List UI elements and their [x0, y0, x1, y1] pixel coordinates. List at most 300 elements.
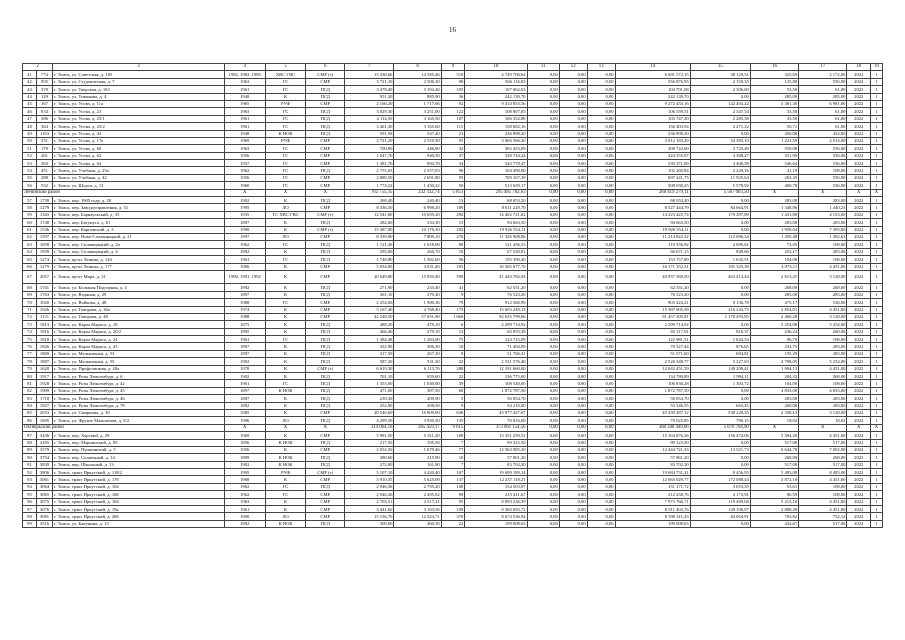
table-cell: 0,00 — [527, 454, 559, 461]
table-cell: 1997 — [224, 233, 265, 240]
table-cell: 268,40 — [345, 197, 394, 204]
table-cell: 2 271,22 — [690, 123, 750, 130]
table-cell: 1928 — [36, 380, 52, 387]
address-cell: г. Томск, ул. Мельничная, д. 55 — [53, 358, 225, 365]
table-cell: 1 — [871, 263, 883, 270]
table-cell: ПСД — [306, 343, 345, 350]
table-cell: 6 619,30 — [345, 365, 394, 372]
table-cell: 5 394,20 — [750, 432, 798, 439]
table-cell: 5 483,00 — [750, 469, 798, 476]
table-cell: 709 167,39 — [465, 174, 527, 181]
table-cell: 267,30 — [394, 350, 441, 357]
table-cell: 16 171 352,31 — [615, 263, 690, 270]
table-cell: 1 — [871, 343, 883, 350]
table-cell: 0,00 — [527, 100, 559, 107]
table-cell: 95 — [441, 137, 465, 144]
table-cell: 1 — [871, 197, 883, 204]
table-cell: 217,50 — [345, 439, 394, 446]
row-number-cell: 72 — [23, 313, 37, 320]
table-cell: 1739 — [36, 197, 52, 204]
table-cell: 0,00 — [559, 189, 587, 196]
table-cell: X — [847, 424, 871, 431]
table-cell: 1 — [871, 137, 883, 144]
row-number-cell: 73 — [23, 321, 37, 328]
table-cell: 0,00 — [559, 498, 587, 505]
column-number: 9 — [441, 64, 465, 71]
table-cell: 54 383,10 — [690, 137, 750, 144]
table-cell: 460,30 — [394, 520, 441, 527]
address-cell: г. Томск, ул. Розы Люксембург, д. 6 — [53, 373, 225, 380]
table-cell: 0,00 — [587, 197, 615, 204]
address-cell: г. Томск, ул. Карла Маркса, д. 20/2 — [53, 328, 225, 335]
table-cell: 2 506,30 — [394, 78, 441, 85]
table-cell: 336,00 — [799, 152, 847, 159]
table-cell: 4 451,00 — [799, 506, 847, 513]
table-cell: 12 237 118,21 — [465, 476, 527, 483]
table-cell: 2022 — [847, 226, 871, 233]
table-cell: К — [265, 284, 306, 291]
table-cell: 1 900,36 — [394, 299, 441, 306]
table-cell: 1899 — [224, 454, 265, 461]
table-cell: 2022 — [847, 506, 871, 513]
table-cell: 104,00 — [750, 256, 798, 263]
table-cell: 1813 — [36, 321, 52, 328]
table-cell: 370 — [36, 86, 52, 93]
address-cell: г. Томск, ул. Усова, д. 62 — [53, 152, 225, 159]
table-cell: 179 297,89 — [690, 211, 750, 218]
table-cell: 65 117,01 — [615, 328, 690, 335]
table-cell: СМР — [306, 506, 345, 513]
table-cell: 99 — [441, 491, 465, 498]
table-cell: 556,00 — [799, 78, 847, 85]
table-cell: К — [265, 328, 306, 335]
table-cell: 2022 — [847, 71, 871, 78]
table-cell: РУФ — [265, 469, 306, 476]
table-cell: 1 994,13 — [750, 365, 798, 372]
table-cell: 0,00 — [690, 395, 750, 402]
table-cell: 0,00 — [527, 343, 559, 350]
table-cell: 361,10 — [345, 291, 394, 298]
table-cell: ПСД — [306, 241, 345, 248]
table-cell: 1939 — [36, 248, 52, 255]
table-row — [23, 78, 883, 85]
table-cell: 334,30 — [394, 219, 441, 226]
table-cell: 1 — [871, 284, 883, 291]
table-cell: 1 — [871, 454, 883, 461]
row-number-cell: 71 — [23, 306, 37, 313]
table-cell: 1895 — [224, 328, 265, 335]
table-cell: 2022 — [847, 219, 871, 226]
table-cell: 0,00 — [690, 439, 750, 446]
table-cell: 0,00 — [587, 78, 615, 85]
table-cell: 0,00 — [559, 469, 587, 476]
table-row — [23, 365, 883, 372]
table-cell: 1956 — [224, 446, 265, 453]
table-cell: 0,00 — [587, 313, 615, 320]
column-number: 4 — [224, 64, 265, 71]
table-cell: 2 254,06 — [345, 299, 394, 306]
table-cell: 3 165,50 — [394, 115, 441, 122]
table-cell: ГС — [265, 145, 306, 152]
address-cell: г. Томск, ул. Усова, д. 17а — [53, 137, 225, 144]
table-cell: 300,00 — [345, 520, 394, 527]
address-cell: г. Томск, тракт Иркутский, д. 164 — [53, 483, 225, 490]
table-cell: 1990 — [224, 226, 265, 233]
table-cell: 0,00 — [587, 321, 615, 328]
table-row — [23, 402, 883, 409]
column-number: 12 — [559, 64, 587, 71]
table-cell: 265 459,17 — [394, 424, 441, 431]
table-cell: 1 582,60 — [394, 256, 441, 263]
table-row — [23, 167, 883, 174]
table-cell: 3 128,00 — [799, 313, 847, 320]
table-cell: 0,00 — [559, 78, 587, 85]
address-cell: г. Томск, ул. Карла Маркса, д. 18 — [53, 321, 225, 328]
column-number: 18 — [847, 64, 871, 71]
table-cell: 536,00 — [799, 182, 847, 189]
table-cell: 2 531 576,40 — [465, 358, 527, 365]
table-cell: 0,00 — [559, 130, 587, 137]
row-number-cell: 78 — [23, 358, 37, 365]
address-cell: г. Томск, ул. Фрунзе Мамонтова, д. 8/2 — [53, 417, 225, 424]
table-cell: 599 — [441, 270, 465, 283]
table-cell: 3075 — [36, 498, 52, 505]
table-cell: 4 833,00 — [750, 387, 798, 394]
table-cell: 20 649,80 — [345, 270, 394, 283]
table-cell: ЛО — [265, 513, 306, 520]
table-cell: 0,00 — [587, 152, 615, 159]
table-cell: 108,00 — [799, 483, 847, 490]
table-cell: 1 — [871, 211, 883, 218]
table-row — [23, 461, 883, 468]
table-cell: 99 323,50 — [615, 439, 690, 446]
table-cell: 298 722,60 — [615, 145, 690, 152]
table-cell: ПСД — [306, 358, 345, 365]
table-cell: ЛО — [265, 417, 306, 424]
table-cell: 1897 — [224, 343, 265, 350]
table-cell: 1965 — [224, 100, 265, 107]
row-number-cell: 86 — [23, 417, 37, 424]
table-cell: 268,00 — [799, 284, 847, 291]
table-cell: К — [265, 313, 306, 320]
table-cell: 697 241,75 — [615, 174, 690, 181]
table-cell: 175 — [441, 306, 465, 313]
table-cell: 0,00 — [587, 476, 615, 483]
table-cell: 2022 — [847, 395, 871, 402]
table-cell: 1957 — [224, 160, 265, 167]
table-cell: 1892 — [224, 402, 265, 409]
table-cell: 0,00 — [690, 284, 750, 291]
table-cell: 1887 — [36, 358, 52, 365]
table-cell: 0,00 — [587, 358, 615, 365]
table-cell: 9 360 693,72 — [465, 506, 527, 513]
table-cell: 2022 — [847, 373, 871, 380]
table-cell: 236 898,20 — [615, 130, 690, 137]
table-cell: 91 457 305,81 — [615, 313, 690, 320]
table-cell: 104 701,08 — [615, 86, 690, 93]
address-cell: г. Томск, ул. Говорова, д. 36а — [53, 306, 225, 313]
table-cell: 33,50 — [750, 115, 798, 122]
table-cell: 1 — [871, 241, 883, 248]
table-cell: 2 613,25 — [750, 270, 798, 283]
table-cell: 36 — [441, 93, 465, 100]
table-cell: 0,00 — [559, 284, 587, 291]
table-cell: 41 — [441, 284, 465, 291]
table-cell: 8 483,00 — [799, 469, 847, 476]
row-number-cell: 60 — [23, 219, 37, 226]
table-cell: 2 517,21 — [394, 498, 441, 505]
table-cell: 16 565 677,70 — [465, 263, 527, 270]
table-cell: 45 439 287,12 — [615, 409, 690, 416]
table-cell: 518 — [441, 71, 465, 78]
table-cell: 2022 — [847, 483, 871, 490]
table-cell: К — [265, 350, 306, 357]
table-cell: 94 663,50 — [465, 219, 527, 226]
table-cell: 288 419 279,11 — [615, 189, 690, 196]
table-cell: ГС — [265, 123, 306, 130]
row-number-cell: 93 — [23, 476, 37, 483]
table-cell: К — [265, 373, 306, 380]
table-cell: 195,50 — [394, 439, 441, 446]
row-number-cell: 94 — [23, 483, 37, 490]
table-row — [23, 197, 883, 204]
table-row — [23, 299, 883, 306]
table-row — [23, 483, 883, 490]
table-row — [23, 373, 883, 380]
table-cell: 62 551,20 — [465, 284, 527, 291]
table-cell: 191 325,39 — [690, 263, 750, 270]
table-cell: 149 196,97 — [690, 506, 750, 513]
table-cell: СМР — [306, 498, 345, 505]
table-cell: 0,00 — [527, 483, 559, 490]
table-cell: 42 248,50 — [345, 313, 394, 320]
table-cell: 8 — [441, 350, 465, 357]
table-cell: ПСД — [306, 167, 345, 174]
table-cell: СМР — [306, 299, 345, 306]
row-number-cell: 50 — [23, 137, 37, 144]
table-cell: 3839 — [36, 461, 52, 468]
table-row — [23, 454, 883, 461]
address-cell: г. Томск, тракт Иркутский, д. 206 — [53, 513, 225, 520]
table-cell: 306,30 — [394, 343, 441, 350]
table-cell: ПСД — [306, 483, 345, 490]
table-cell: 233,75 — [750, 343, 798, 350]
table-cell: 0,00 — [587, 145, 615, 152]
table-cell: 0,00 — [527, 365, 559, 372]
table-cell: 2022 — [847, 100, 871, 107]
table-cell: 54 210,00 — [465, 402, 527, 409]
row-number-cell: 46 — [23, 108, 37, 115]
table-cell: 2022 — [847, 204, 871, 211]
table-cell: 2022 — [847, 233, 871, 240]
table-cell: 0,00 — [559, 299, 587, 306]
table-cell: 700,90 — [345, 145, 394, 152]
table-cell: К — [265, 321, 306, 328]
table-cell: 3 012 183,20 — [615, 137, 690, 144]
table-cell: 2 299 714,92 — [465, 321, 527, 328]
address-cell: г. Томск, ул. Шорса, д. 13 — [53, 182, 225, 189]
address-cell: г. Томск, ул. Профсоюзная, д. 20а — [53, 365, 225, 372]
table-cell: К — [265, 446, 306, 453]
table-cell: 1 — [871, 491, 883, 498]
table-cell: 0,00 — [587, 108, 615, 115]
table-cell: 1 — [871, 219, 883, 226]
table-cell: 834 — [36, 108, 52, 115]
table-cell: ПСД — [306, 130, 345, 137]
table-cell: ГС — [265, 174, 306, 181]
table-cell: 1962 — [224, 491, 265, 498]
table-cell: К — [265, 498, 306, 505]
table-cell: 1897 — [224, 350, 265, 357]
row-number-cell: 88 — [23, 439, 37, 446]
column-number-row — [23, 64, 883, 71]
table-cell: 513 659,17 — [465, 182, 527, 189]
table-cell: 0,00 — [587, 343, 615, 350]
table-cell: СМР — [306, 491, 345, 498]
table-row — [23, 469, 883, 476]
address-cell: г. Томск, пер. Марпинский, д. 85 — [53, 439, 225, 446]
table-cell: 8 093 236,39 — [465, 498, 527, 505]
table-cell: 2 721,20 — [345, 137, 394, 144]
table-row — [23, 476, 883, 483]
table-cell: 1990, 1991, 1992 — [224, 270, 265, 283]
table-cell: 2 460,28 — [750, 313, 798, 320]
table-cell: 3 251,00 — [394, 108, 441, 115]
table-cell: 0,00 — [527, 350, 559, 357]
table-row — [23, 115, 883, 122]
table-cell: 124 715,09 — [465, 336, 527, 343]
table-cell: 3061 — [36, 476, 52, 483]
table-cell: 0,00 — [559, 424, 587, 431]
table-cell: СМР — [306, 233, 345, 240]
table-cell: 0,00 — [527, 160, 559, 167]
table-cell: 8 911 403,76 — [615, 506, 690, 513]
table-cell: СМР — [306, 446, 345, 453]
table-cell: 0,00 — [527, 108, 559, 115]
table-cell: 3064 — [36, 483, 52, 490]
table-cell: 2022 — [847, 115, 871, 122]
table-row — [23, 108, 883, 115]
table-cell: 1 — [871, 373, 883, 380]
table-row — [23, 270, 883, 283]
table-cell: 121 456,53 — [465, 241, 527, 248]
table-cell: 1927 — [36, 402, 52, 409]
table-cell: 108,00 — [799, 491, 847, 498]
table-cell: 1 — [871, 439, 883, 446]
table-cell: 2 888,28 — [750, 506, 798, 513]
table-cell: ПСД — [306, 115, 345, 122]
table-cell: 3 173,91 — [690, 491, 750, 498]
table-cell: 2 946,36 — [345, 483, 394, 490]
repair-register-table — [22, 63, 883, 528]
table-cell: 2 854,01 — [750, 306, 798, 313]
table-cell: 0,00 — [690, 197, 750, 204]
table-cell: 0,00 — [690, 291, 750, 298]
table-cell: 1995 — [224, 469, 265, 476]
table-cell: 108,00 — [799, 167, 847, 174]
table-cell: 331,90 — [750, 152, 798, 159]
table-cell: 1960 — [224, 182, 265, 189]
row-number-cell: 77 — [23, 350, 37, 357]
address-cell: г. Томск, пр-кт Ленина, д. 177 — [53, 263, 225, 270]
table-cell: 1995 — [224, 204, 265, 211]
table-cell: 2022 — [847, 491, 871, 498]
table-cell: 94 663,50 — [615, 219, 690, 226]
column-number: 10 — [465, 64, 527, 71]
table-cell: 1 — [871, 167, 883, 174]
table-cell: 172 088,44 — [690, 476, 750, 483]
table-cell: 1869 — [36, 350, 52, 357]
table-cell: 0,00 — [587, 100, 615, 107]
table-cell: 1988 — [224, 313, 265, 320]
table-cell: 53,50 — [750, 86, 798, 93]
table-cell: 15 164 876,26 — [615, 432, 690, 439]
table-cell: 703,82 — [750, 513, 798, 520]
table-cell: 105 — [441, 86, 465, 93]
table-cell: 2022 — [847, 439, 871, 446]
table-cell: 0,00 — [690, 454, 750, 461]
table-cell: 282,60 — [345, 219, 394, 226]
row-number-cell: 54 — [23, 167, 37, 174]
table-cell: 1 — [871, 108, 883, 115]
table-cell: 547,40 — [394, 130, 441, 137]
table-cell: 517,00 — [750, 461, 798, 468]
address-cell: г. Томск, пер. Харский, д. 29 — [53, 432, 225, 439]
table-cell: 1961 — [224, 256, 265, 263]
table-cell: РУФ — [265, 137, 306, 144]
table-cell: 912 560,99 — [465, 299, 527, 306]
table-cell: 556,00 — [799, 174, 847, 181]
table-cell: 0,00 — [587, 513, 615, 520]
table-cell: 3081 — [36, 513, 52, 520]
row-number-cell: 98 — [23, 513, 37, 520]
table-cell: 1 632,51 — [690, 256, 750, 263]
table-cell: 1 431,80 — [750, 211, 798, 218]
table-cell: 2022 — [847, 123, 871, 130]
table-row — [23, 446, 883, 453]
table-cell: 2 795,20 — [394, 483, 441, 490]
table-cell: 1 — [871, 174, 883, 181]
table-cell: 73,05 — [750, 241, 798, 248]
table-cell: СМР — [306, 152, 345, 159]
table-cell: 0,00 — [559, 93, 587, 100]
table-cell: 1 — [871, 476, 883, 483]
address-cell: г. Томск, тракт Иркутский, д. 184 — [53, 498, 225, 505]
table-cell: 0,00 — [587, 328, 615, 335]
table-cell: 0,00 — [527, 145, 559, 152]
table-cell: 1 — [871, 71, 883, 78]
row-number-cell: 79 — [23, 365, 37, 372]
table-cell: 1 040,00 — [394, 380, 441, 387]
table-cell: 2 166,20 — [345, 100, 394, 107]
table-cell: 1 — [871, 350, 883, 357]
table-cell: 0,00 — [527, 182, 559, 189]
table-cell: 1 348,86 — [750, 204, 798, 211]
table-cell: 0,00 — [587, 123, 615, 130]
table-cell: ПСД — [306, 350, 345, 357]
table-cell: 386 — [36, 115, 52, 122]
table-cell: 380,60 — [345, 454, 394, 461]
table-cell: 0,00 — [587, 263, 615, 270]
table-cell: 0,00 — [559, 432, 587, 439]
table-cell: 0,00 — [587, 226, 615, 233]
table-cell: 0,00 — [527, 219, 559, 226]
table-cell: 2022 — [847, 350, 871, 357]
table-cell: 3 163,56 — [394, 506, 441, 513]
table-cell: 0,00 — [559, 86, 587, 93]
table-cell: 0,00 — [527, 189, 559, 196]
table-cell: 0,00 — [559, 313, 587, 320]
